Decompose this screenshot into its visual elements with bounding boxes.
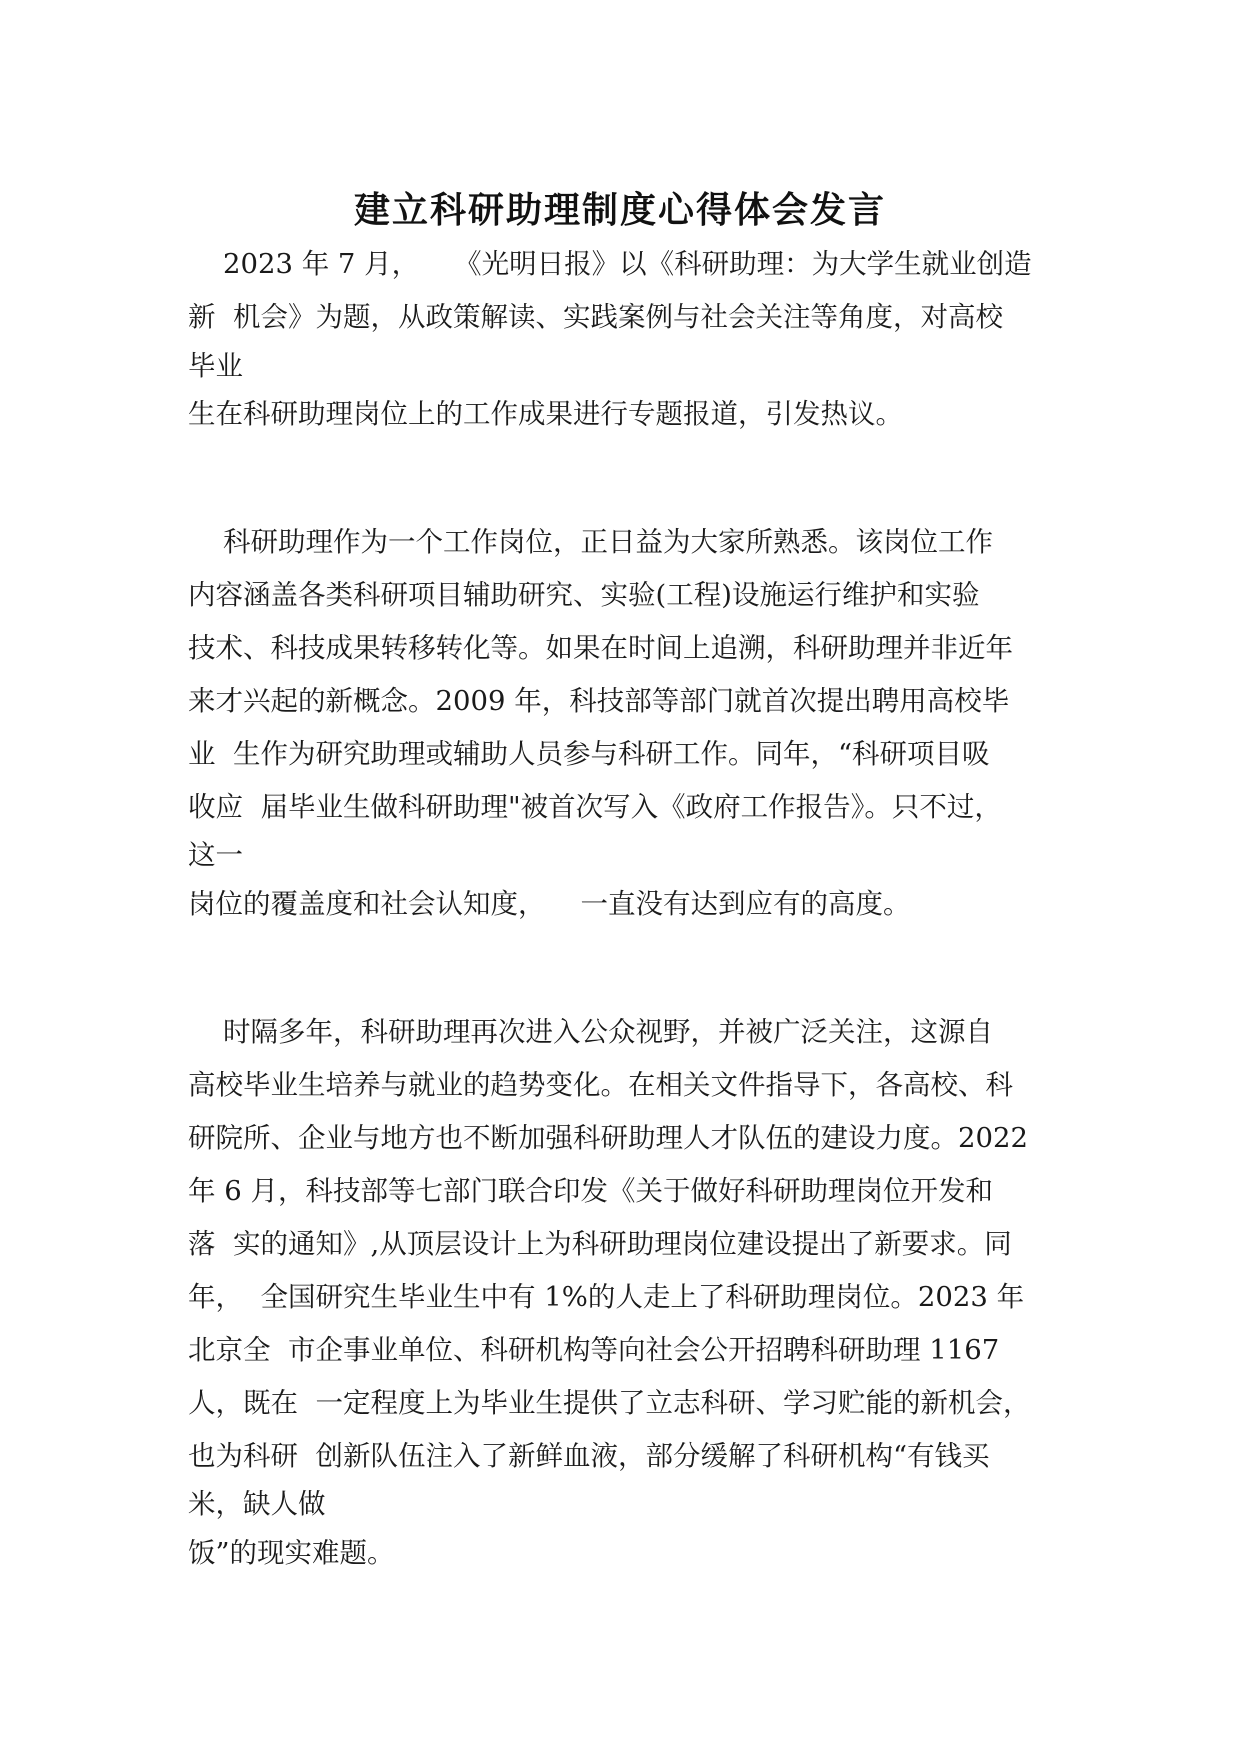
document-title: 建立科研助理制度心得体会发言 (353, 189, 886, 231)
paragraph-2-line: 科研助理作为一个工作岗位，正日益为大家所熟悉。该岗位工作 (188, 526, 993, 558)
paragraph-2-line: 岗位的覆盖度和社会认知度， 一直没有达到应有的高度。 (188, 888, 911, 920)
paragraph-3-line: 年 6 月，科技部等七部门联合印发《关于做好科研助理岗位开发和 (188, 1175, 993, 1207)
paragraph-1-line: 2023 年 7 月， 《光明日报》以《科研助理：为大学生就业创造 (188, 248, 1032, 280)
paragraph-3-line: 研院所、企业与地方也不断加强科研助理人才队伍的建设力度。2022 (188, 1122, 1028, 1154)
paragraph-1-line: 新 机会》为题，从政策解读、实践案例与社会关注等角度，对高校 (188, 301, 1003, 333)
paragraph-3-line: 落 实的通知》,从顶层设计上为科研助理岗位建设提出了新要求。同 (188, 1228, 1012, 1260)
paragraph-2-line: 内容涵盖各类科研项目辅助研究、实验(工程)设施运行维护和实验 (188, 579, 980, 611)
paragraph-3-line: 年， 全国研究生毕业生中有 1%的人走上了科研助理岗位。2023 年 (188, 1281, 1025, 1313)
paragraph-3-line: 北京全 市企事业单位、科研机构等向社会公开招聘科研助理 1167 (188, 1334, 1000, 1366)
paragraph-3-line: 饭”的现实难题。 (188, 1537, 395, 1569)
paragraph-2-line: 业 生作为研究助理或辅助人员参与科研工作。同年，“科研项目吸 (188, 738, 990, 770)
paragraph-2-line: 收应 届毕业生做科研助理"被首次写入《政府工作报告》。只不过， (188, 791, 1002, 823)
paragraph-2-line: 来才兴起的新概念。2009 年，科技部等部门就首次提出聘用高校毕 (188, 685, 1010, 717)
paragraph-1-line: 毕业 (188, 350, 243, 382)
paragraph-3-line: 米，缺人做 (188, 1488, 326, 1520)
paragraph-3-line: 高校毕业生培养与就业的趋势变化。在相关文件指导下，各高校、科 (188, 1069, 1013, 1101)
paragraph-3-line: 人，既在 一定程度上为毕业生提供了立志科研、学习贮能的新机会， (188, 1387, 1031, 1419)
paragraph-3-line: 时隔多年，科研助理再次进入公众视野，并被广泛关注，这源自 (188, 1016, 993, 1048)
paragraph-1-line: 生在科研助理岗位上的工作成果进行专题报道，引发热议。 (188, 398, 903, 430)
paragraph-3-line: 也为科研 创新队伍注入了新鲜血液，部分缓解了科研机构“有钱买 (188, 1440, 990, 1472)
paragraph-2-line: 这一 (188, 839, 243, 871)
paragraph-2-line: 技术、科技成果转移转化等。如果在时间上追溯，科研助理并非近年 (188, 632, 1013, 664)
